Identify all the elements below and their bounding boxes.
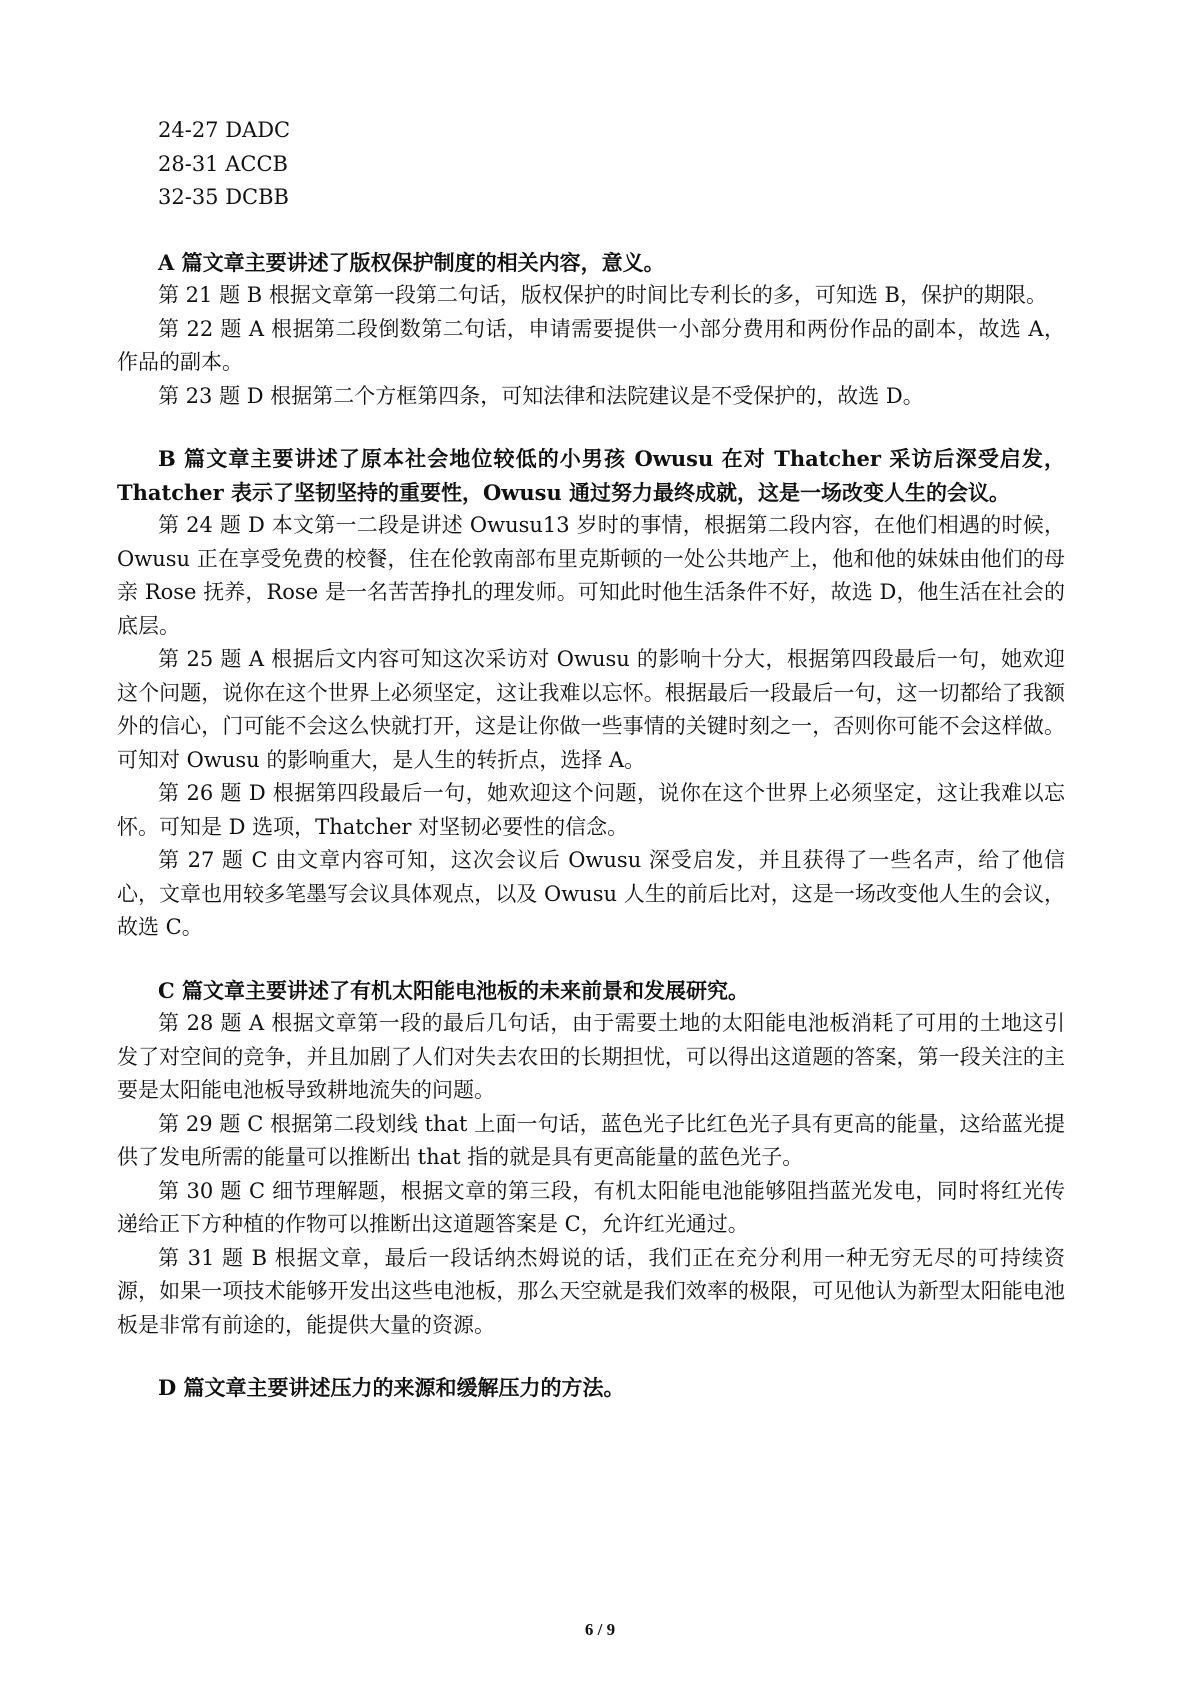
section-heading: B 篇文章主要讲述了原本社会地位较低的小男孩 Owusu 在对 Thatcher 采访后深受启发，Thatcher 表示了坚韧坚持的重要性，Owusu 通过努力最终成就，这是一场改变人生的会议。 — [117, 446, 1065, 505]
explanation-paragraph: 第 23 题 D 根据第二个方框第四条，可知法律和法院建议是不受保护的，故选 D。 — [158, 383, 924, 408]
explanation-paragraph: 第 21 题 B 根据文章第一段第二句话，版权保护的时间比专利长的多，可知选 B，保护的期限。 — [158, 283, 1047, 307]
explanation-paragraph: 第 28 题 A 根据文章第一段的最后几句话，由于需要土地的太阳能电池板消耗了可用的土地这引发了对空间的竞争，并且加剧了人们对失去农田的长期担忧，可以得出这道题的答案，第一段关注的主要是太阳能电池板导致耕地流失的问题。 — [117, 1011, 1065, 1102]
explanation-paragraph: 第 24 题 D 本文第一二段是讲述 Owusu13 岁时的事情，根据第二段内容，在他们相遇的时候，Owusu 正在享受免费的校餐，住在伦敦南部布里克斯顿的一处公共地产上，他和他的妹妹由他们的母亲 Rose 抚养，Rose 是一名苦苦挣扎的理发师。可知此时他生活条件不好，故选 D，他生活在社会的底层。 — [117, 513, 1065, 638]
section-heading: D 篇文章主要讲述压力的来源和缓解压力的方法。 — [158, 1375, 625, 1400]
answer-line: 28-31 ACCB — [158, 151, 288, 176]
explanation-paragraph: 第 26 题 D 根据第四段最后一句，她欢迎这个问题，说你在这个世界上必须坚定，这让我难以忘怀。可知是 D 选项，Thatcher 对坚韧必要性的信念。 — [117, 781, 1065, 839]
section-b — [117, 442, 1065, 945]
page-content — [117, 114, 1065, 1405]
explanation-paragraph: 第 30 题 C 细节理解题，根据文章的第三段，有机太阳能电池能够阻挡蓝光发电，同时将红光传递给正下方种植的作物可以推断出这道题答案是 C，允许红光通过。 — [117, 1178, 1065, 1236]
explanation-paragraph: 第 27 题 C 由文章内容可知，这次会议后 Owusu 深受启发，并且获得了一些名声，给了他信心，文章也用较多笔墨写会议具体观点，以及 Owusu 人生的前后比对，这是一场改变他人生的会议，故选 C。 — [117, 848, 1065, 939]
explanation-paragraph: 第 22 题 A 根据第二段倒数第二句话，申请需要提供一小部分费用和两份作品的副本，故选 A，作品的副本。 — [117, 316, 1065, 374]
section-a — [117, 246, 1065, 414]
section-heading: A 篇文章主要讲述了版权保护制度的相关内容，意义。 — [158, 249, 665, 275]
answer-key — [117, 114, 1065, 215]
explanation-paragraph: 第 31 题 B 根据文章，最后一段话纳杰姆说的话，我们正在充分利用一种无穷无尽的可持续资源，如果一项技术能够开发出这些电池板，那么天空就是我们效率的极限，可见他认为新型太阳能电池板是非常有前途的，能提供大量的资源。 — [117, 1245, 1065, 1337]
explanation-paragraph: 第 25 题 A 根据后文内容可知这次采访对 Owusu 的影响十分大，根据第四段最后一句，她欢迎这个问题，说你在这个世界上必须坚定，这让我难以忘怀。根据最后一段最后一句，这一切都给了我额外的信心，门可能不会这么快就打开，这是让你做一些事情的关键时刻之一，否则你可能不会这样做。可知对 Owusu 的影响重大，是人生的转折点，选择 A。 — [117, 647, 1065, 772]
explanation-paragraph: 第 29 题 C 根据第二段划线 that 上面一句话，蓝色光子比红色光子具有更高的能量，这给蓝光提供了发电所需的能量可以推断出 that 指的就是具有更高能量的蓝色光子。 — [117, 1111, 1065, 1169]
section-heading: C 篇文章主要讲述了有机太阳能电池板的未来前景和发展研究。 — [158, 977, 750, 1003]
section-d — [117, 1371, 1065, 1405]
page-number: 6 / 9 — [584, 1620, 616, 1639]
section-c — [117, 974, 1065, 1343]
answer-line: 32-35 DCBB — [158, 185, 289, 209]
answer-line: 24-27 DADC — [158, 118, 291, 142]
